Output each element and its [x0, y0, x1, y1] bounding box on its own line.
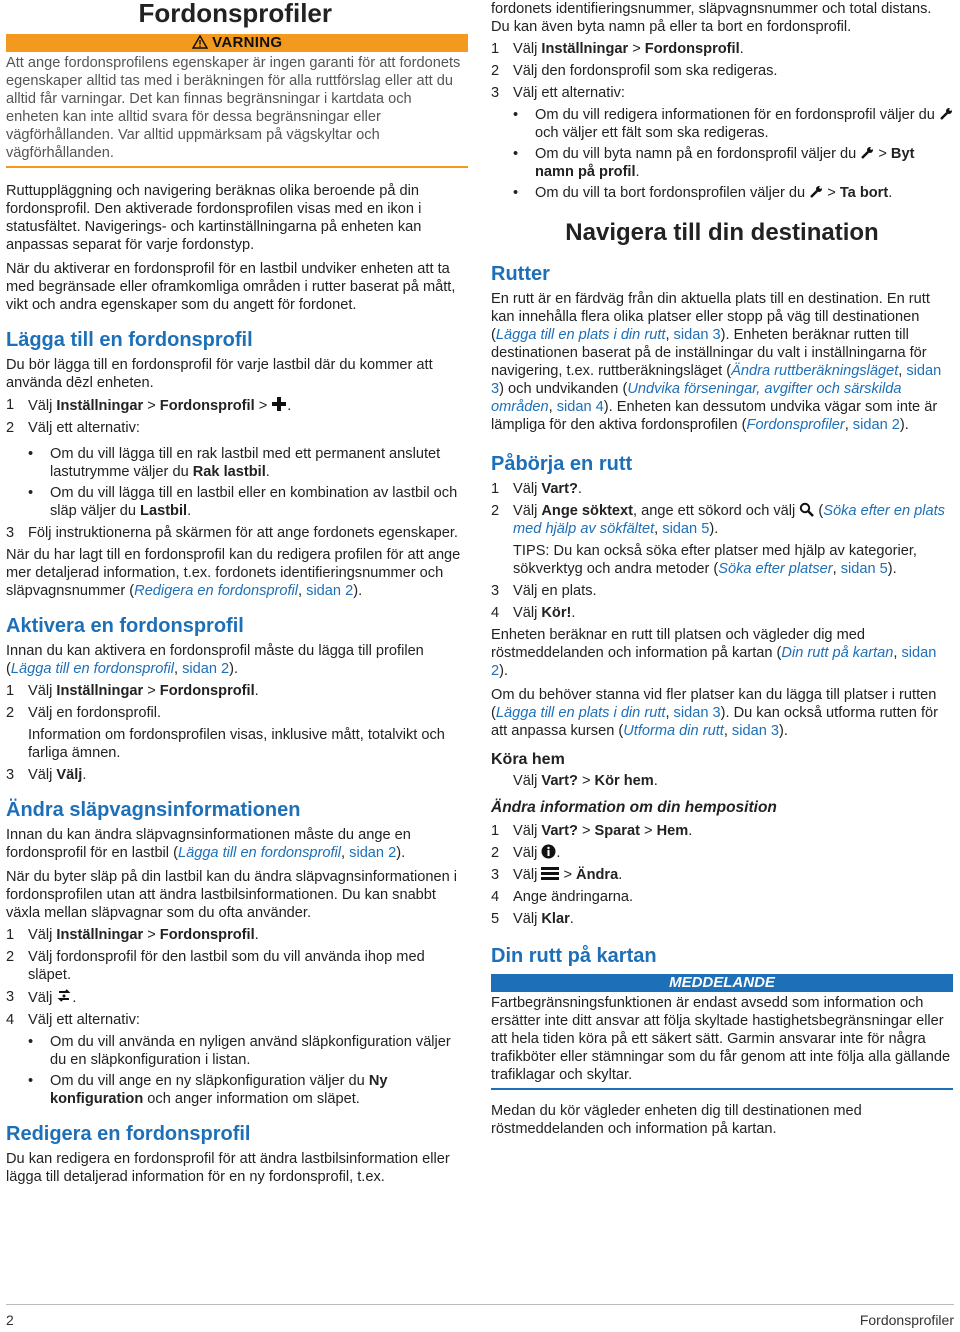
cross-reference-link[interactable]: Lägga till en fordonsprofil	[10, 661, 174, 677]
step: 4 Välj Kör!.	[491, 605, 576, 621]
warning-icon	[192, 35, 208, 49]
paragraph: När du byter släp på din lastbil kan du ändra släpvagnsinformationen i fordonsprofilen utan att ändra lastbilsinformationen. Du kan snabbt växla mellan släpvagnar som du ofta använder.	[6, 869, 458, 921]
tip: TIPS: Du kan också söka efter platser med hjälp av kategorier, sökverktyg och andra metoder (Söka efter platser, sidan 5).	[513, 543, 917, 577]
step: 1 Välj Vart?.	[491, 481, 582, 497]
bullet-item: • Om du vill lägga till en rak lastbil med ett permanent anslutet lastutrymme väljer du Rak lastbil.	[28, 446, 441, 480]
search-icon	[799, 502, 814, 517]
wrench-icon	[860, 146, 874, 160]
page-reference-link[interactable]: sidan 2	[852, 417, 900, 433]
paragraph: Du bör lägga till en fordonsprofil för varje lastbil där du kommer att använda dēzl enheten.	[6, 357, 433, 391]
step: 3 Välj .	[6, 989, 77, 1006]
step-info: Information om fordonsprofilen visas, inklusive mått, totalvikt och farliga ämnen.	[28, 727, 445, 761]
section-heading: Redigera en fordonsprofil	[6, 1123, 251, 1145]
cross-reference-link[interactable]: Redigera en fordonsprofil	[134, 583, 299, 599]
page-reference-link[interactable]: sidan 2	[182, 661, 230, 677]
paragraph: En rutt är en färdväg från din aktuella plats till en destination. En rutt kan innehålla flera olika platser eller stopp på väg till destinationen (Lägga till en plats i din rutt, sidan 3). Enheten beräknar rutten till destinationen baserat på de inställningar du valt i inställningarna för navigering, t.ex. ruttberäkningsläget (Ändra ruttberäkningsläget, sidan 3) och undvikanden (Undvika förseningar, avgifter och särskilda områden, sidan 4). Enheten kan dessutom undvika vägar som inte är lämpliga för den aktiva fordonsprofilen (Fordonsprofiler, sidan 2).	[491, 291, 942, 433]
page-reference-link[interactable]: sidan 2	[491, 645, 937, 679]
section-heading: Rutter	[491, 263, 550, 285]
cross-reference-link[interactable]: Söka efter platser	[718, 561, 833, 577]
step: 5 Välj Klar.	[491, 911, 574, 927]
step: 3 Välj en plats.	[491, 583, 597, 599]
step: 2 Välj fordonsprofil för den lastbil som du vill använda ihop med släpet.	[6, 949, 425, 983]
warning-header	[6, 34, 468, 52]
page-reference-link[interactable]: sidan 3	[491, 363, 942, 397]
section-heading: Lägga till en fordonsprofil	[6, 329, 253, 351]
notice-header: MEDDELANDE	[491, 974, 953, 992]
paragraph: Medan du kör vägleder enheten dig till destinationen med röstmeddelanden och information på kartan.	[491, 1103, 862, 1137]
page-reference-link[interactable]: sidan 3	[731, 723, 779, 739]
step: 2 Välj den fordonsprofil som ska redigeras.	[491, 63, 778, 79]
step: 3 Välj Välj.	[6, 767, 87, 783]
intro-paragraph: När du aktiverar en fordonsprofil för en lastbil undviker enheten att ta med begränsade eller oframkomliga områden i rutter baserat på mått, vikt och andra egenskaper som du angett för fordonet.	[6, 261, 456, 313]
bullet-item: • Om du vill redigera informationen för en fordonsprofil väljer du och väljer ett fält som ska redigeras.	[513, 106, 953, 142]
right-column	[491, 0, 953, 1138]
page-reference-link[interactable]: sidan 4	[556, 399, 604, 415]
cross-reference-link[interactable]: Lägga till en plats i din rutt	[495, 327, 666, 343]
bullet-item: • Om du vill byta namn på en fordonsprofil väljer du > Byt namn på profil.	[513, 146, 915, 180]
step: 1 Välj Inställningar > Fordonsprofil > .	[6, 397, 292, 414]
cross-reference-link[interactable]: Undvika förseningar, avgifter och särskilda områden	[491, 381, 902, 415]
cross-reference-link[interactable]: Söka efter en plats med hjälp av sökfältet	[513, 503, 945, 537]
page-reference-link[interactable]: sidan 3	[673, 705, 721, 721]
subsection-heading: Köra hem	[491, 751, 565, 768]
cross-reference-link[interactable]: Lägga till en plats i din rutt	[495, 705, 666, 721]
bullet-item: • Om du vill ange en ny släpkonfiguration väljer du Ny konfiguration och anger information om släpet.	[28, 1073, 388, 1107]
step: 2 Välj .	[491, 845, 561, 861]
step: 2 Välj Ange söktext, ange ett sökord och välj (Söka efter en plats med hjälp av sökfältet, sidan 5).	[491, 503, 945, 537]
notice-text: Fartbegränsningsfunktionen är endast avsedd som information och ersätter inte ditt ansvar att följa skyltade hastighetsbegränsningar eller att hela tiden köra på ett säkert sätt. Garmin ansvarar inte för några trafikböter eller stämningar som du får genom att inte följa alla gällande trafiklagar och skyltar.	[491, 992, 953, 1090]
plus-icon	[271, 396, 287, 412]
paragraph: Innan du kan aktivera en fordonsprofil måste du lägga till profilen (Lägga till en fordonsprofil, sidan 2).	[6, 643, 424, 677]
step: 4 Ange ändringarna.	[491, 889, 634, 905]
page-reference-link[interactable]: sidan 2	[306, 583, 354, 599]
cross-reference-link[interactable]: Fordonsprofiler	[746, 417, 845, 433]
step: 2 Välj ett alternativ:	[6, 420, 140, 436]
page-reference-link[interactable]: sidan 3	[673, 327, 721, 343]
cross-reference-link[interactable]: Ändra ruttberäkningsläget	[731, 363, 899, 379]
menu-icon	[541, 866, 559, 881]
step: 4 Välj ett alternativ:	[6, 1012, 140, 1028]
paragraph: Innan du kan ändra släpvagnsinformationen måste du ange en fordonsprofil för en lastbil (Lägga till en fordonsprofil, sidan 2).	[6, 827, 411, 861]
left-column	[6, 0, 468, 1186]
section-heading: Påbörja en rutt	[491, 453, 633, 475]
info-icon	[541, 844, 556, 859]
step: 1 Välj Inställningar > Fordonsprofil.	[491, 41, 744, 57]
bullet-item: • Om du vill använda en nyligen använd släpkonfiguration väljer du en släpkonfiguration i listan.	[28, 1034, 451, 1068]
page-title: Fordonsprofiler	[138, 0, 332, 28]
subsection-heading: Ändra information om din hemposition	[491, 799, 777, 816]
step: 1 Välj Inställningar > Fordonsprofil.	[6, 927, 259, 943]
wrench-icon	[809, 185, 823, 199]
step: 2 Välj en fordonsprofil.	[6, 705, 162, 721]
chapter-heading: Navigera till din destination	[565, 219, 879, 246]
paragraph: Du kan redigera en fordonsprofil för att ändra lastbilsinformation eller lägga till detaljerad information för en ny fordonsprofil, t.ex.	[6, 1151, 450, 1185]
page-reference-link[interactable]: sidan 2	[349, 845, 397, 861]
paragraph: Enheten beräknar en rutt till platsen och vägleder dig med röstmeddelanden och information på kartan (Din rutt på kartan, sidan 2).	[491, 627, 937, 679]
step: 3 Välj > Ändra.	[491, 867, 623, 883]
footer-section-title: Fordonsprofiler	[859, 1312, 954, 1328]
paragraph-continued: fordonets identifieringsnummer, släpvagnsnummer och total distans. Du kan även byta namn på eller ta bort en fordonsprofil.	[491, 1, 932, 35]
step: 1 Välj Inställningar > Fordonsprofil.	[6, 683, 259, 699]
paragraph: När du har lagt till en fordonsprofil kan du redigera profilen för att ange mer detaljerad information, t.ex. fordonets identifieringsnummer och släpvagnsnummer (Redigera en fordonsprofil, sidan 2).	[6, 547, 461, 599]
warning-label: VARNING	[212, 34, 283, 51]
section-heading: Ändra släpvagnsinformationen	[6, 799, 301, 821]
trailer-icon	[56, 988, 72, 1004]
page-number: 2	[6, 1312, 14, 1328]
cross-reference-link[interactable]: Din rutt på kartan	[781, 645, 894, 661]
bullet-item: • Om du vill ta bort fordonsprofilen väljer du > Ta bort.	[513, 185, 893, 201]
cross-reference-link[interactable]: Lägga till en fordonsprofil	[177, 845, 342, 861]
page-reference-link[interactable]: sidan 5	[662, 521, 710, 537]
step: 3 Välj ett alternativ:	[491, 85, 625, 101]
paragraph: Välj Vart? > Kör hem.	[513, 773, 658, 789]
step: 1 Välj Vart? > Sparat > Hem.	[491, 823, 693, 839]
page-reference-link[interactable]: sidan 5	[840, 561, 888, 577]
warning-text: Att ange fordonsprofilens egenskaper är ingen garanti för att fordonets egenskaper alltid tas med i beräkningen för alla ruttförslag eller att du alltid får varningar. Det kan finnas begränsningar i kartdata och enheten kan inte alltid svara för dessa begränsningar eller vägförhållanden. Var alltid uppmärksam på vägskyltar och vägförhållanden.	[6, 52, 468, 168]
cross-reference-link[interactable]: Utforma din rutt	[623, 723, 724, 739]
section-heading: Din rutt på kartan	[491, 945, 657, 967]
section-heading: Aktivera en fordonsprofil	[6, 615, 244, 637]
step: 3 Följ instruktionerna på skärmen för att ange fordonets egenskaper.	[6, 525, 458, 541]
wrench-icon	[939, 107, 953, 121]
footer-divider	[6, 1304, 954, 1305]
intro-paragraph: Ruttuppläggning och navigering beräknas olika beroende på din fordonsprofil. Den aktiverade fordonsprofilen visas med en ikon i statusfältet. Navigerings- och kartinställningarna på enheten kan anpassas separat för varje fordonstyp.	[6, 183, 422, 253]
bullet-item: • Om du vill lägga till en lastbil eller en kombination av lastbil och släp väljer du Lastbil.	[28, 485, 458, 519]
paragraph: Om du behöver stanna vid fler platser kan du lägga till platser i rutten (Lägga till en plats i din rutt, sidan 3). Du kan också utforma rutten för att anpassa kursen (Utforma din rutt, sidan 3).	[491, 687, 938, 739]
